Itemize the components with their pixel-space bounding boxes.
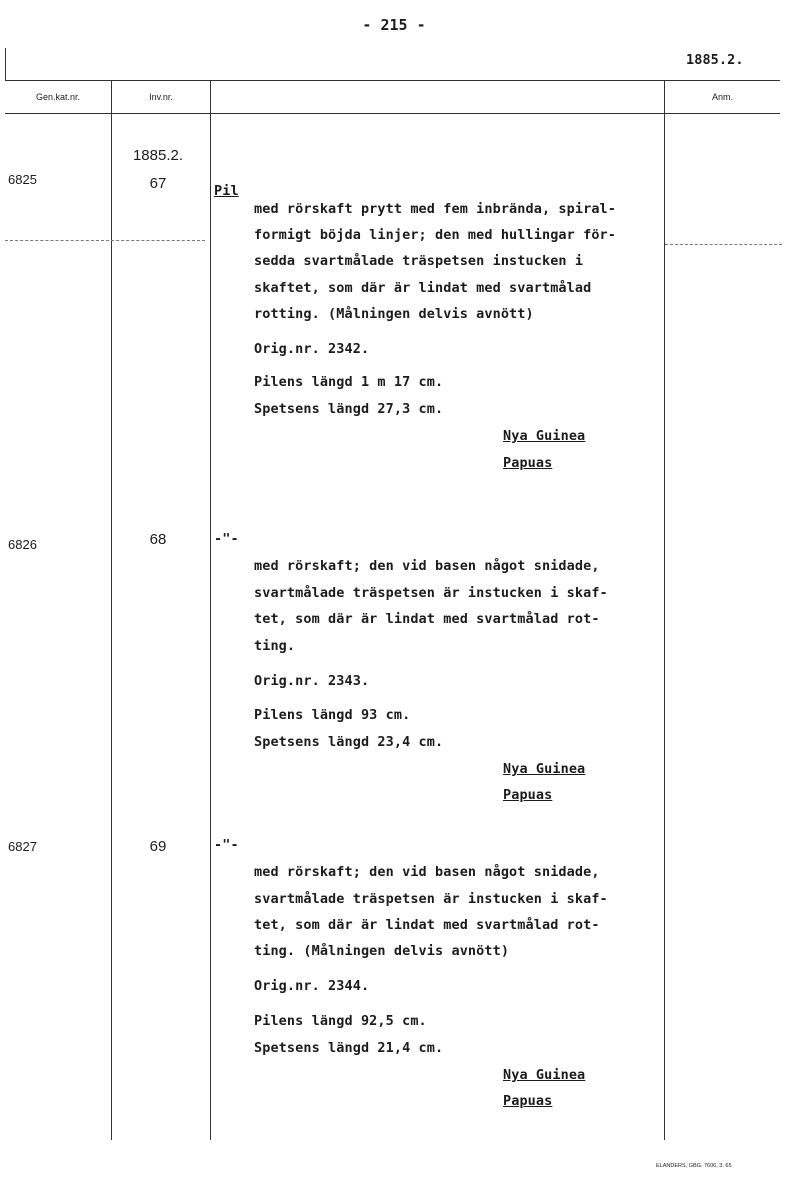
page-number: - 215 -	[362, 16, 426, 34]
description-line: tet, som där är lindat med svartmålad rot-	[254, 611, 600, 627]
description-line: svartmålade träspetsen är instucken i skaf-	[254, 585, 608, 601]
faint-dashed-rule-right	[665, 244, 782, 245]
original-number: Orig.nr. 2342.	[254, 341, 370, 357]
description-line: formigt böjda linjer; den med hullingar för-	[254, 227, 617, 243]
printer-imprint: ELANDERS, GBG. 7606, 3. 65	[656, 1163, 732, 1169]
entry-inv-number: 69	[149, 838, 167, 855]
measurement-line: Spetsens längd 23,4 cm.	[254, 734, 444, 750]
entry-gen-number: 6826	[8, 537, 37, 552]
column-rule-desc-anm	[664, 80, 665, 1140]
description-line: ting. (Målningen delvis avnött)	[254, 943, 510, 959]
header-inv: Inv.nr.	[149, 92, 173, 102]
measurement-line: Pilens längd 93 cm.	[254, 707, 411, 723]
faint-dashed-rule-left	[5, 240, 205, 241]
entry-title-ditto: -"-	[214, 531, 239, 547]
measurement-line: Pilens längd 92,5 cm.	[254, 1013, 427, 1029]
location-people: Papuas	[503, 1093, 553, 1109]
measurement-line: Pilens längd 1 m 17 cm.	[254, 374, 444, 390]
entry-title: Pil	[214, 183, 239, 199]
accession-number-top: 1885.2.	[686, 52, 744, 68]
location-region: Nya Guinea	[503, 761, 586, 777]
original-number: Orig.nr. 2344.	[254, 978, 370, 994]
description-line: sedda svartmålade träspetsen instucken i	[254, 253, 584, 269]
entry-title-ditto: -"-	[214, 837, 239, 853]
location-region: Nya Guinea	[503, 428, 586, 444]
location-people: Papuas	[503, 787, 553, 803]
measurement-line: Spetsens längd 21,4 cm.	[254, 1040, 444, 1056]
left-edge-rule	[5, 48, 6, 80]
header-gen-kat: Gen.kat.nr.	[35, 92, 81, 102]
entry-gen-number: 6825	[8, 172, 37, 187]
original-number: Orig.nr. 2343.	[254, 673, 370, 689]
description-line: ting.	[254, 638, 296, 654]
description-line: rotting. (Målningen delvis avnött)	[254, 306, 534, 322]
entry-gen-number: 6827	[8, 839, 37, 854]
description-line: med rörskaft; den vid basen något snidade,	[254, 558, 600, 574]
description-line: svartmålade träspetsen är instucken i skaf-	[254, 891, 608, 907]
measurement-line: Spetsens längd 27,3 cm.	[254, 401, 444, 417]
location-people: Papuas	[503, 455, 553, 471]
column-rule-inv-desc	[210, 80, 211, 1140]
location-region: Nya Guinea	[503, 1067, 586, 1083]
description-line: med rörskaft; den vid basen något snidade,	[254, 864, 600, 880]
entry-inv-number: 68	[149, 531, 167, 548]
inline-accession-number: 1885.2.	[132, 147, 184, 164]
header-anm: Anm.	[711, 92, 733, 102]
column-rule-gen-inv	[111, 80, 112, 1140]
description-line: skaftet, som där är lindat med svartmålad	[254, 280, 592, 296]
entry-inv-number: 67	[149, 175, 167, 192]
description-line: med rörskaft prytt med fem inbrända, spiral-	[254, 201, 617, 217]
description-line: tet, som där är lindat med svartmålad rot-	[254, 917, 600, 933]
